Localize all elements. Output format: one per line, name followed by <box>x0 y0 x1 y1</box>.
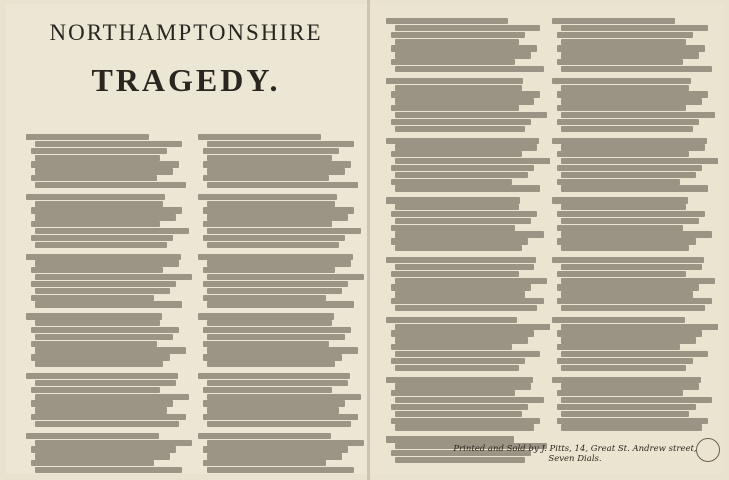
verse-line <box>207 168 344 174</box>
verse-line <box>395 39 518 45</box>
verse-line <box>391 418 541 424</box>
verse-line <box>395 172 528 178</box>
verse-line <box>203 327 352 333</box>
verse-line <box>561 144 705 150</box>
verse-line <box>203 414 358 420</box>
verse-line <box>31 295 154 301</box>
verse-line <box>35 141 182 147</box>
verse-line <box>35 168 172 174</box>
verse-line <box>391 390 516 396</box>
verse-line <box>557 211 706 217</box>
verse-line <box>203 235 345 241</box>
verse-line <box>207 201 335 207</box>
verse-line <box>207 407 338 413</box>
verse-line <box>31 235 173 241</box>
verse-line <box>395 204 518 210</box>
verse-line <box>203 400 345 406</box>
verse-line <box>31 446 176 452</box>
verse-line <box>35 274 191 280</box>
verse-line <box>395 98 534 104</box>
printer-imprint: Printed and Sold by J. Pitts, 14, Great St. Andrew street, Seven Dials. <box>453 444 697 464</box>
verse-line <box>26 134 149 140</box>
verse-line <box>31 387 161 393</box>
verse-line <box>391 45 538 51</box>
verse-line <box>386 257 536 263</box>
verse-line <box>561 218 698 224</box>
verse-line <box>31 207 183 213</box>
verse-line <box>198 373 350 379</box>
verse-line <box>203 175 329 181</box>
verse-line <box>31 161 180 167</box>
verse-line <box>35 453 169 459</box>
verse-line <box>207 347 357 353</box>
verse-line <box>561 112 714 118</box>
verse-line <box>31 341 157 347</box>
verse-line <box>561 411 689 417</box>
verse-line <box>198 313 334 319</box>
verse-line <box>395 112 546 118</box>
verse-line <box>391 284 531 290</box>
verse-line <box>35 155 160 161</box>
verse-line <box>35 182 185 188</box>
verse-line <box>561 305 705 311</box>
verse-line <box>557 59 683 65</box>
verse-line <box>552 257 704 263</box>
verse-line <box>207 440 363 446</box>
stanza-gap <box>198 249 356 254</box>
verse-line <box>31 175 157 181</box>
verse-line <box>207 182 357 188</box>
verse-line <box>557 298 712 304</box>
verse-line <box>395 411 521 417</box>
verse-line <box>561 424 702 430</box>
verse-line <box>35 467 182 473</box>
verse-line <box>207 228 360 234</box>
stanza-gap <box>552 372 710 377</box>
verse-line <box>395 126 524 132</box>
verse-line <box>561 85 689 91</box>
verse-line <box>207 260 351 266</box>
verse-line <box>561 324 717 330</box>
verse-line <box>557 91 709 97</box>
verse-line <box>557 271 687 277</box>
verse-line <box>207 421 351 427</box>
verse-line <box>35 361 163 367</box>
verse-line <box>31 221 161 227</box>
verse-line <box>552 197 688 203</box>
verse-line <box>35 228 188 234</box>
verse-line <box>198 433 331 439</box>
verse-line <box>386 197 520 203</box>
verse-line <box>31 414 186 420</box>
verse-line <box>561 158 717 164</box>
verse-line <box>561 231 711 237</box>
verse-line <box>557 418 709 424</box>
verse-line <box>391 211 538 217</box>
verse-line <box>35 320 160 326</box>
verse-line <box>395 185 540 191</box>
verse-line <box>207 242 338 248</box>
verse-line <box>203 161 352 167</box>
verse-line <box>557 404 696 410</box>
verse-line <box>207 301 354 307</box>
verse-line <box>395 305 537 311</box>
verse-line <box>561 365 686 371</box>
verse-line <box>203 148 339 154</box>
verse-line <box>207 361 335 367</box>
verse-line <box>395 158 549 164</box>
verse-line <box>207 394 360 400</box>
verse-line <box>561 383 698 389</box>
verse-line <box>35 407 166 413</box>
verse-line <box>557 151 690 157</box>
verse-line <box>386 377 533 383</box>
verse-line <box>35 334 172 340</box>
verse-line <box>395 25 540 31</box>
right-column-1 <box>386 18 542 464</box>
verse-line <box>391 330 535 336</box>
verse-line <box>561 39 686 45</box>
verse-line <box>561 278 714 284</box>
verse-line <box>35 201 163 207</box>
verse-line <box>561 245 689 251</box>
verse-line <box>552 317 685 323</box>
verse-line <box>395 218 531 224</box>
verse-line <box>391 404 528 410</box>
verse-line <box>561 397 711 403</box>
verse-line <box>395 365 518 371</box>
verse-line <box>557 32 693 38</box>
verse-line <box>395 245 521 251</box>
verse-line <box>557 358 693 364</box>
verse-line <box>35 394 188 400</box>
verse-line <box>395 383 531 389</box>
verse-line <box>395 278 546 284</box>
title-line-1: NORTHAMPTONSHIRE <box>49 20 323 45</box>
verse-line <box>207 155 332 161</box>
verse-line <box>561 264 702 270</box>
verse-line <box>31 281 176 287</box>
verse-line <box>26 194 165 200</box>
stanza-gap <box>386 372 542 377</box>
verse-line <box>26 313 162 319</box>
verse-line <box>35 260 179 266</box>
verse-line <box>557 179 680 185</box>
verse-line <box>561 52 698 58</box>
verse-line <box>35 380 176 386</box>
verse-line <box>561 204 686 210</box>
verse-line <box>207 274 363 280</box>
verse-line <box>26 433 159 439</box>
verse-line <box>557 238 696 244</box>
verse-line <box>35 301 182 307</box>
left-column-2 <box>198 134 356 474</box>
verse-line <box>198 254 353 260</box>
verse-line <box>26 254 181 260</box>
verse-line <box>203 207 355 213</box>
verse-line <box>207 380 348 386</box>
verse-line <box>557 344 680 350</box>
verse-line <box>391 271 519 277</box>
verse-line <box>198 134 321 140</box>
verse-line <box>391 225 516 231</box>
verse-line <box>561 291 692 297</box>
verse-line <box>391 344 513 350</box>
verse-line <box>395 66 543 72</box>
verse-line <box>203 446 348 452</box>
verse-line <box>395 52 531 58</box>
verse-line <box>391 32 525 38</box>
verse-line <box>391 151 522 157</box>
verse-line <box>561 351 708 357</box>
verse-line <box>395 144 537 150</box>
verse-line <box>557 165 702 171</box>
verse-line <box>31 460 154 466</box>
verse-line <box>561 337 695 343</box>
verse-line <box>561 172 695 178</box>
verse-line <box>35 347 185 353</box>
verse-line <box>203 221 333 227</box>
verse-line <box>391 119 531 125</box>
verse-line <box>395 424 534 430</box>
verse-line <box>557 119 699 125</box>
verse-line <box>31 400 173 406</box>
verse-line <box>395 85 521 91</box>
verse-line <box>31 267 164 273</box>
verse-line <box>557 45 706 51</box>
verse-line <box>552 78 691 84</box>
verse-line <box>391 298 544 304</box>
verse-line <box>395 337 528 343</box>
verse-line <box>557 105 687 111</box>
verse-line <box>207 320 332 326</box>
verse-line <box>391 179 513 185</box>
verse-line <box>35 440 191 446</box>
verse-line <box>203 281 348 287</box>
stanza-gap <box>26 249 184 254</box>
verse-line <box>207 288 341 294</box>
verse-line <box>35 242 166 248</box>
verse-line <box>395 397 543 403</box>
verse-line <box>391 105 519 111</box>
stanza-gap <box>552 133 710 138</box>
title-line-2: TRAGEDY. <box>91 62 281 98</box>
verse-line <box>207 214 348 220</box>
verse-line <box>207 467 354 473</box>
verse-line <box>395 231 543 237</box>
verse-line <box>391 238 528 244</box>
verse-line <box>395 351 540 357</box>
right-page <box>370 4 724 474</box>
library-stamp <box>696 438 720 462</box>
verse-line <box>31 148 167 154</box>
verse-line <box>386 436 514 442</box>
verse-line <box>561 25 708 31</box>
verse-line <box>391 91 541 97</box>
verse-line <box>552 377 701 383</box>
verse-line <box>207 334 344 340</box>
verse-line <box>391 59 516 65</box>
verse-line <box>386 78 523 84</box>
verse-line <box>557 284 699 290</box>
verse-line <box>31 354 170 360</box>
verse-line <box>207 141 354 147</box>
verse-line <box>203 341 329 347</box>
verse-line <box>391 358 525 364</box>
verse-line <box>203 267 336 273</box>
verse-line <box>561 185 708 191</box>
stanza-gap <box>386 133 542 138</box>
verse-line <box>557 225 683 231</box>
verse-line <box>391 165 535 171</box>
verse-line <box>35 288 169 294</box>
verse-line <box>395 264 534 270</box>
verse-line <box>203 387 333 393</box>
verse-line <box>386 317 517 323</box>
verse-line <box>395 291 524 297</box>
verse-line <box>561 66 711 72</box>
verse-line <box>552 138 707 144</box>
verse-line <box>557 330 702 336</box>
right-column-2 <box>552 18 710 431</box>
verse-line <box>552 18 675 24</box>
left-column-1 <box>26 134 184 474</box>
verse-line <box>561 126 692 132</box>
verse-line <box>35 214 176 220</box>
verse-line <box>386 18 508 24</box>
verse-line <box>198 194 337 200</box>
verse-line <box>561 98 702 104</box>
verse-line <box>203 354 342 360</box>
verse-line <box>31 327 180 333</box>
verse-line <box>395 324 549 330</box>
verse-line <box>207 453 341 459</box>
verse-line <box>203 460 326 466</box>
verse-line <box>35 421 179 427</box>
verse-line <box>203 295 326 301</box>
verse-line <box>557 390 683 396</box>
verse-line <box>386 138 539 144</box>
left-page <box>6 4 368 474</box>
verse-line <box>26 373 178 379</box>
